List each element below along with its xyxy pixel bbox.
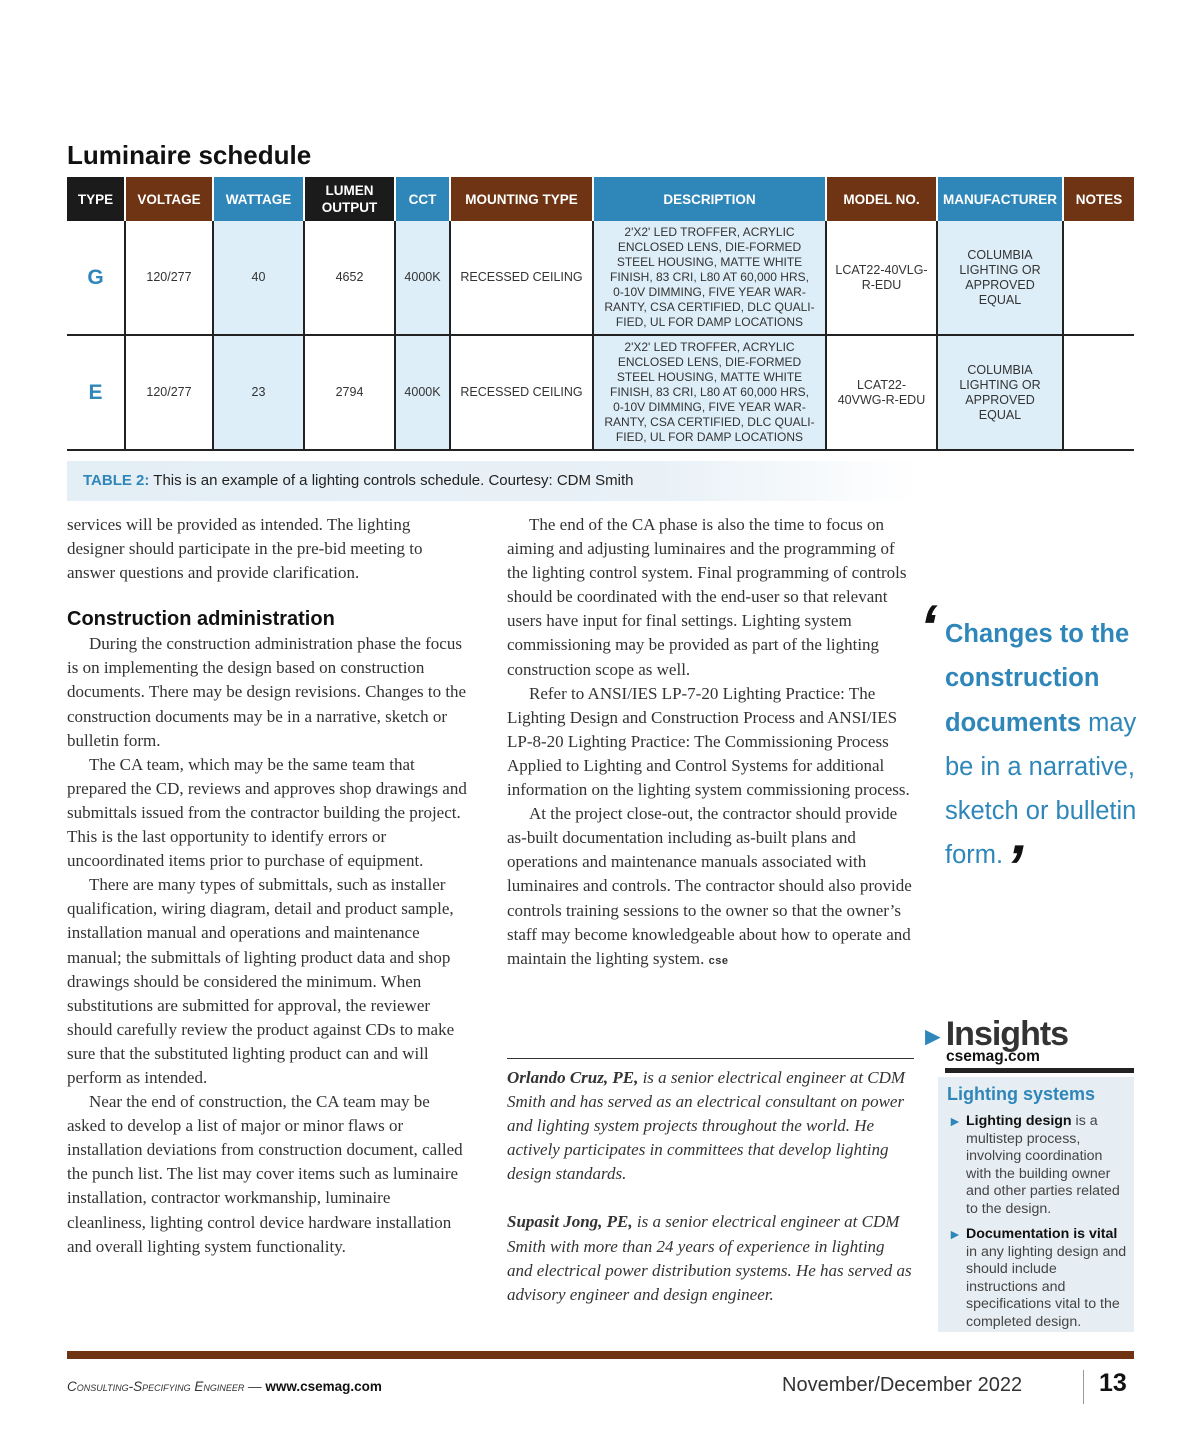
- desc-line: FINISH, 83 CRI, L80 AT 60,000 HRS,: [610, 385, 809, 399]
- section-heading: Construction administration: [67, 608, 335, 631]
- insights-sidebar: [938, 1077, 1134, 1332]
- sidebar-item-body: in any lighting design and should include instructions and specifications vital to the completed design.: [966, 1243, 1127, 1330]
- header-mounting-type: MOUNTING TYPE: [450, 177, 593, 221]
- table-header-row: [67, 177, 1134, 221]
- end-of-article-mark: cse: [708, 954, 729, 967]
- insights-divider: [945, 1068, 1134, 1073]
- model-line: R-EDU: [861, 277, 902, 292]
- body-paragraph: The end of the CA phase is also the time to focus on aiming and adjusting luminaires and the programming of the lighting control system. Final programming of controls should be coordinated with the end-user so that relevant users have input for final settings. Lighting system commissioning may be provided as part of the lighting construction scope as well.: [507, 515, 907, 679]
- issue-date: November/December 2022: [782, 1374, 1023, 1396]
- cell-model-no: [826, 221, 937, 335]
- desc-line: ENCLOSED LENS, DIE-FORMED: [617, 240, 802, 254]
- header-type: TYPE: [67, 177, 125, 221]
- author-bio: [507, 1066, 914, 1186]
- body-paragraph: services will be provided as intended. The lighting designer should participate in the pre-bid meeting to answer questions and provide clarification.: [67, 515, 423, 583]
- desc-line: STEEL HOUSING, MATTE WHITE: [616, 370, 803, 384]
- insights-logo: [920, 1015, 1134, 1065]
- sidebar-item-body: is a multistep process, involving coordination with the building owner and other parties related to the design.: [966, 1113, 1120, 1217]
- manufacturer-line: LIGHTING OR: [959, 377, 1041, 392]
- cell-model-no: [826, 335, 937, 450]
- table-caption: [67, 461, 917, 501]
- sidebar-item-text: [966, 1226, 1131, 1331]
- header-description: DESCRIPTION: [593, 177, 826, 221]
- header-lumen-line1: LUMEN: [325, 183, 374, 198]
- desc-line: 2'X2' LED TROFFER, ACRYLIC: [624, 340, 795, 354]
- cell-cct: 4000K: [395, 221, 450, 335]
- table-row: [67, 221, 1134, 335]
- cell-cct: 4000K: [395, 335, 450, 450]
- desc-line: RANTY, CSA CERTIFIED, DLC QUALI-: [604, 415, 815, 429]
- footer-website: www.csemag.com: [265, 1379, 382, 1394]
- cell-notes: [1063, 221, 1134, 335]
- footer-publication: [67, 1379, 382, 1394]
- author-name: Supasit Jong, PE,: [507, 1212, 633, 1232]
- author-name: Orlando Cruz, PE,: [507, 1068, 639, 1087]
- body-paragraph: [507, 802, 914, 973]
- arrow-right-icon: ►: [920, 1021, 946, 1051]
- manufacturer-line: APPROVED: [965, 277, 1035, 292]
- article-column-1: [67, 513, 472, 1259]
- insights-wordmark: Insights: [945, 1015, 1069, 1053]
- manufacturer-line: EQUAL: [978, 407, 1022, 422]
- desc-line: 0-10V DIMMING, FIVE YEAR WAR-: [613, 400, 806, 414]
- desc-line: RANTY, CSA CERTIFIED, DLC QUALI-: [604, 300, 815, 314]
- header-voltage: VOLTAGE: [125, 177, 213, 221]
- cell-lumen-output: 4652: [304, 221, 395, 335]
- desc-line: FIED, UL FOR DAMP LOCATIONS: [615, 430, 804, 444]
- model-line: 40VWG-R-EDU: [837, 392, 926, 407]
- table-title: Luminaire schedule: [67, 140, 312, 170]
- article-column-2: [507, 513, 914, 973]
- author-bio-text: is a senior electrical engineer at CDM Smith with more than 24 years of experience in lighting and electrical power distribution systems. He has served as advisory engineer and design engineer.: [507, 1212, 912, 1304]
- pull-quote-emphasis: Changes to the construction documents: [945, 620, 1130, 737]
- sidebar-item-text: [966, 1113, 1131, 1218]
- header-notes: NOTES: [1063, 177, 1134, 221]
- desc-line: FINISH, 83 CRI, L80 AT 60,000 HRS,: [610, 270, 809, 284]
- model-line: LCAT22-: [856, 377, 907, 392]
- sidebar-item: [948, 1226, 1131, 1331]
- manufacturer-line: COLUMBIA: [967, 362, 1033, 377]
- footer-divider: [1083, 1370, 1084, 1404]
- closing-paragraph-text: At the project close-out, the contractor should provide as-built documentation including as-built plans and operations and maintenance manuals associated with luminaires and controls. The contractor should also provide controls training sessions to the owner so that the owner’s staff may become knowledgeable about how to operate and maintain the lighting system.: [507, 804, 912, 968]
- manufacturer-line: LIGHTING OR: [959, 262, 1041, 277]
- body-paragraph: The CA team, which may be the same team that prepared the CD, reviews and approves shop drawings and submittals issued from the contractor building the project. This is the last opportunity to identify errors or uncoordinated items prior to purchase of equipment.: [67, 754, 467, 871]
- desc-line: FIED, UL FOR DAMP LOCATIONS: [615, 315, 804, 329]
- caption-text: This is an example of a lighting controls schedule. Courtesy: CDM Smith: [149, 472, 634, 489]
- cell-manufacturer: [937, 335, 1063, 450]
- header-lumen-line2: OUTPUT: [321, 200, 378, 215]
- cell-type: G: [67, 221, 125, 335]
- cell-voltage: 120/277: [125, 335, 213, 450]
- header-manufacturer: MANUFACTURER: [937, 177, 1063, 221]
- cell-description: [593, 335, 826, 450]
- open-quote-icon: ‘: [912, 593, 945, 662]
- cell-mounting-type: RECESSED CEILING: [450, 335, 593, 450]
- desc-line: 0-10V DIMMING, FIVE YEAR WAR-: [613, 285, 806, 299]
- close-quote-icon: ’: [998, 833, 1031, 902]
- sidebar-item: [948, 1113, 1131, 1218]
- body-paragraph: There are many types of submittals, such as installer qualification, wiring diagram, detail and product sample, installation manual and operations and maintenance manual; the submittals of lighting product data and shop drawings should be considered the minimum. When substitutions are submitted for approval, the reviewer should carefully review the product against CDs to make sure that the substituted lighting product can and will perform as intended.: [67, 875, 455, 1087]
- body-paragraph: During the construction administration phase the focus is on implementing the design based on construction documents. There may be design revisions. Changes to the construction documents may be in a narrative, sketch or bulletin form.: [67, 634, 467, 750]
- body-paragraph: Refer to ANSI/IES LP-7-20 Lighting Practice: The Lighting Design and Construction Process and ANSI/IES LP-8-20 Lighting Practice: The Commissioning Process Applied to Lighting and Control Systems for additional information on the lighting system commissioning process.: [507, 683, 910, 800]
- sidebar-title: Lighting systems: [947, 1084, 1096, 1104]
- cell-manufacturer: [937, 221, 1063, 335]
- publication-name: Consulting-Specifying Engineer: [67, 1379, 245, 1394]
- header-lumen-output: [304, 177, 395, 221]
- header-model-no: MODEL NO.: [826, 177, 937, 221]
- cell-voltage: 120/277: [125, 221, 213, 335]
- pull-quote-text: may be in a narrative, sketch or bulletin form.: [945, 708, 1137, 870]
- luminaire-schedule-table: [67, 177, 1134, 451]
- cell-description: [593, 221, 826, 335]
- manufacturer-line: APPROVED: [965, 392, 1035, 407]
- page-number: 13: [1099, 1369, 1127, 1397]
- model-line: LCAT22-40VLG-: [835, 262, 928, 277]
- sidebar-item-bold: Lighting design: [966, 1113, 1072, 1129]
- caption-label: TABLE 2:: [83, 472, 150, 489]
- author-bios: [507, 1066, 914, 1331]
- header-wattage: WATTAGE: [213, 177, 304, 221]
- arrow-right-icon: ►: [948, 1113, 962, 1129]
- cell-notes: [1063, 335, 1134, 450]
- cell-mounting-type: RECESSED CEILING: [450, 221, 593, 335]
- cell-wattage: 40: [213, 221, 304, 335]
- desc-line: 2'X2' LED TROFFER, ACRYLIC: [624, 225, 795, 239]
- desc-line: ENCLOSED LENS, DIE-FORMED: [617, 355, 802, 369]
- pull-quote: [945, 612, 1155, 878]
- cell-wattage: 23: [213, 335, 304, 450]
- header-cct: CCT: [395, 177, 450, 221]
- bio-divider: [507, 1058, 914, 1059]
- arrow-right-icon: ►: [948, 1226, 962, 1242]
- manufacturer-line: EQUAL: [978, 292, 1022, 307]
- author-bio-text: is a senior electrical engineer at CDM Smith and has served as an electrical consultant on power and lighting system projects throughout the world. He actively participates in committees that develop lighting design standards.: [507, 1068, 906, 1184]
- footer-separator: —: [244, 1379, 266, 1394]
- manufacturer-line: COLUMBIA: [967, 247, 1033, 262]
- author-bio: [507, 1210, 914, 1306]
- table-row: [67, 335, 1134, 450]
- cell-lumen-output: 2794: [304, 335, 395, 450]
- sidebar-item-bold: Documentation is vital: [966, 1226, 1118, 1242]
- cell-type: E: [67, 335, 125, 450]
- footer-rule: [67, 1351, 1134, 1359]
- desc-line: STEEL HOUSING, MATTE WHITE: [616, 255, 803, 269]
- insights-site: csemag.com: [946, 1048, 1040, 1065]
- body-paragraph: Near the end of construction, the CA team may be asked to develop a list of major or minor flaws or installation deviations from construction document, called the punch list. The list may cover items such as luminaire installation, contractor workmanship, luminaire cleanliness, lighting control device hardware installation and overall lighting system functionality.: [67, 1092, 463, 1256]
